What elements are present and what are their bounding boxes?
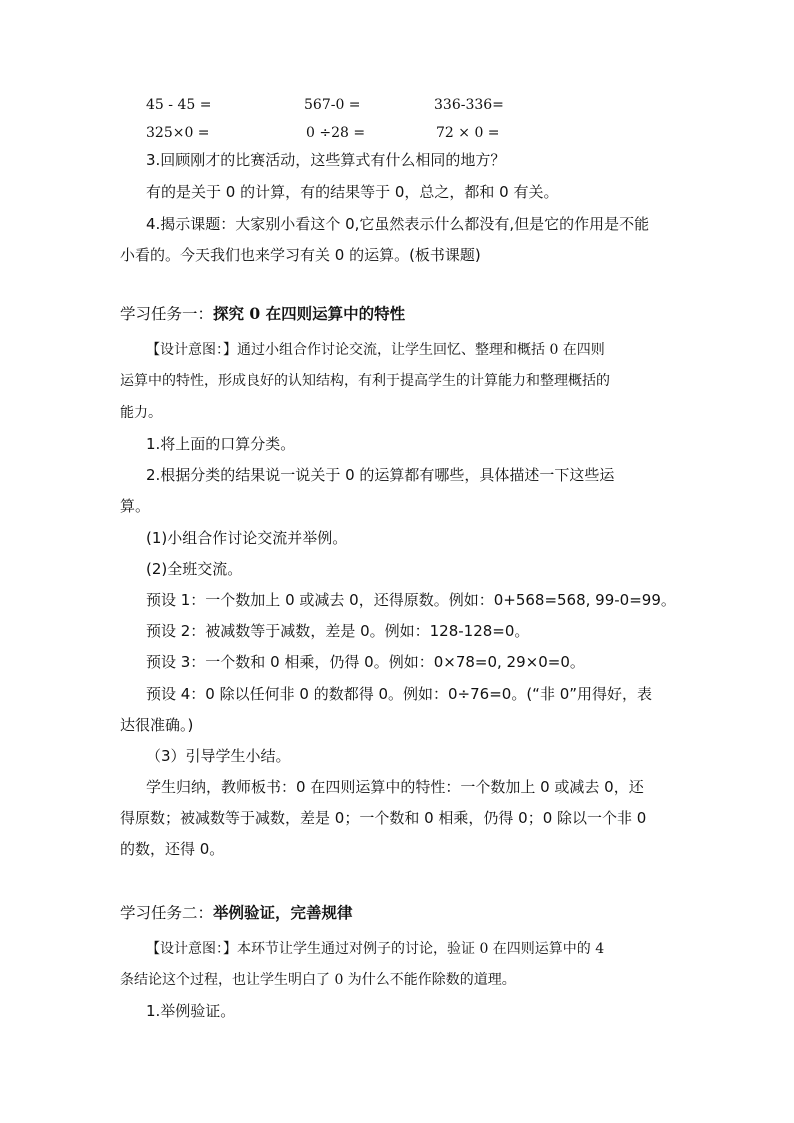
summary-line: 学生归纳，教师板书：0 在四则运算中的特性：一个数加上 0 或减去 0，还 (146, 778, 644, 796)
oral-expr: 0 ÷28 = (306, 125, 366, 141)
design-intent-line: 条结论这个过程，也让学生明白了 0 为什么不能作除数的道理。 (120, 972, 516, 988)
summary-line: 的数，还得 0。 (120, 840, 225, 858)
oral-expr: 567-0 = (304, 97, 361, 113)
sub-step: (2)全班交流。 (146, 560, 243, 578)
heading-title: 探究 0 在四则运算中的特性 (213, 304, 406, 323)
section-heading-task1 (120, 304, 405, 324)
oral-expr: 336-336= (434, 97, 504, 113)
reveal-topic-line: 4.揭示课题：大家别小看这个 0,它虽然表示什么都没有,但是它的作用是不能 (146, 215, 650, 233)
preset-item: 预设 1：一个数加上 0 或减去 0，还得原数。例如：0+568=568, 99-0=99。 (146, 591, 676, 609)
oral-expr: 72 × 0 = (436, 125, 500, 141)
oral-expr: 45 - 45 = (146, 97, 212, 113)
sub-step: (1)小组合作讨论交流并举例。 (146, 529, 348, 547)
design-intent-line: 运算中的特性，形成良好的认知结构，有利于提高学生的计算能力和整理概括的 (120, 373, 610, 389)
step-item: 1.将上面的口算分类。 (146, 435, 296, 453)
heading-prefix: 学习任务一： (120, 305, 214, 323)
preset-item: 预设 4：0 除以任何非 0 的数都得 0。例如：0÷76=0。(“非 0”用得好，表 (146, 685, 653, 703)
preset-item-cont: 达很准确。) (120, 716, 194, 734)
heading-title: 举例验证，完善规律 (213, 903, 353, 922)
preset-item: 预设 2：被减数等于减数，差是 0。例如：128-128=0。 (146, 622, 530, 640)
design-intent-line: 能力。 (120, 405, 162, 421)
step-item: 2.根据分类的结果说一说关于 0 的运算都有哪些，具体描述一下这些运 (146, 466, 615, 484)
heading-prefix: 学习任务二： (120, 904, 214, 922)
step-item: 1.举例验证。 (146, 1002, 236, 1020)
review-answer: 有的是关于 0 的计算，有的结果等于 0，总之，都和 0 有关。 (146, 183, 559, 201)
step-item-cont: 算。 (120, 497, 151, 515)
reveal-topic-line: 小看的。今天我们也来学习有关 0 的运算。(板书课题) (120, 246, 481, 264)
section-heading-task2 (120, 903, 353, 923)
oral-expr: 325×0 = (146, 125, 210, 141)
sub-step: （3）引导学生小结。 (146, 747, 291, 765)
design-intent-line: 【设计意图：】通过小组合作讨论交流，让学生回忆、整理和概括 0 在四则 (146, 342, 605, 358)
summary-line: 得原数；被减数等于减数，差是 0；一个数和 0 相乘，仍得 0；0 除以一个非 0 (120, 809, 647, 827)
design-intent-line: 【设计意图：】本环节让学生通过对例子的讨论，验证 0 在四则运算中的 4 (146, 941, 605, 957)
preset-item: 预设 3：一个数和 0 相乘，仍得 0。例如：0×78=0, 29×0=0。 (146, 653, 585, 671)
review-question: 3.回顾刚才的比赛活动，这些算式有什么相同的地方？ (146, 151, 506, 169)
